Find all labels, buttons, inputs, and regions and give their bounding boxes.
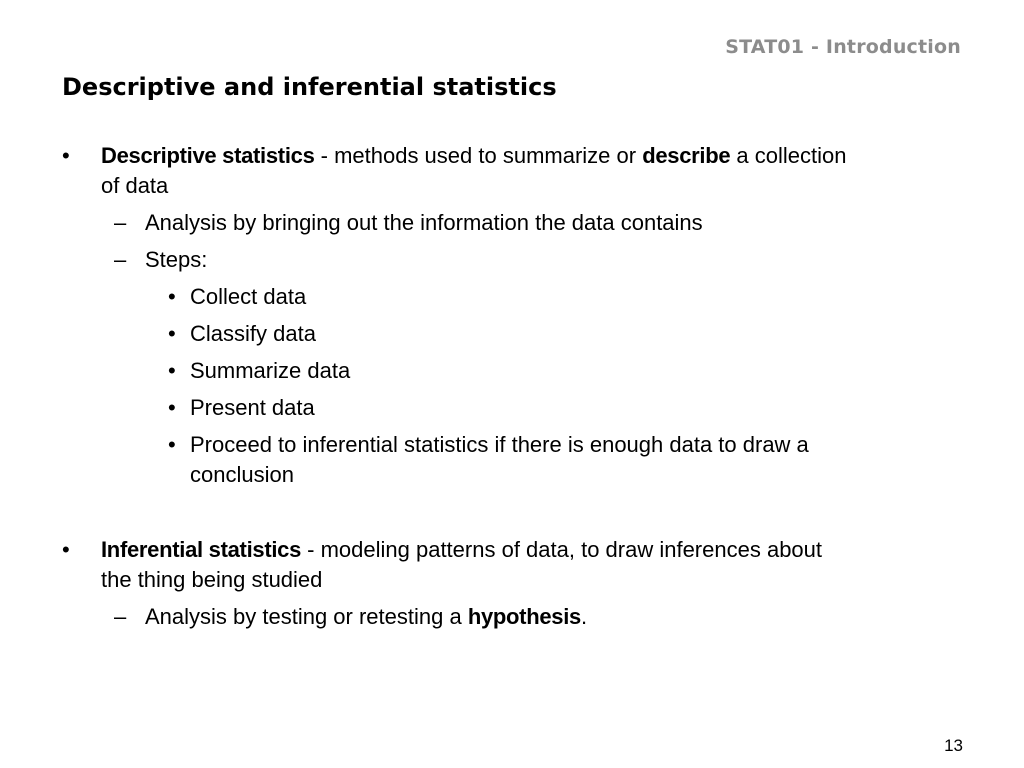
bullet-inferential (101, 535, 822, 565)
dash-marker: – (114, 247, 127, 272)
step-marker: • (168, 395, 176, 420)
sub-item-text: Analysis by testing or retesting a (145, 604, 468, 629)
bullet-marker: • (62, 143, 70, 168)
step-marker: • (168, 284, 176, 309)
step-marker: • (168, 321, 176, 346)
sub-item: Steps: (145, 247, 208, 272)
dash-marker: – (114, 210, 127, 235)
term-descriptive-statistics: Descriptive statistics (101, 143, 315, 168)
bullet-descriptive (101, 141, 846, 171)
bullet-continuation: of data (101, 173, 169, 198)
bullet-marker: • (62, 537, 70, 562)
step-item: Present data (190, 395, 315, 420)
sub-item (145, 602, 587, 632)
slide-title: Descriptive and inferential statistics (62, 73, 557, 101)
sub-item-text: . (580, 604, 588, 629)
sub-item: Analysis by bringing out the information the data contains (145, 210, 703, 235)
step-marker: • (168, 432, 176, 457)
step-item: Proceed to inferential statistics if there is enough data to draw a (190, 432, 809, 457)
step-item: Collect data (190, 284, 307, 309)
bullet-text: - methods used to summarize or (314, 143, 643, 168)
course-header: STAT01 - Introduction (725, 36, 961, 58)
step-item: Summarize data (190, 358, 351, 383)
emphasis-describe: describe (642, 143, 731, 168)
bullet-text: a collection (730, 143, 847, 168)
term-inferential-statistics: Inferential statistics (101, 537, 302, 562)
bullet-continuation: the thing being studied (101, 567, 323, 592)
bullet-text: - modeling patterns of data, to draw inferences about (301, 537, 823, 562)
step-marker: • (168, 358, 176, 383)
emphasis-hypothesis: hypothesis (467, 604, 581, 629)
step-continuation: conclusion (190, 462, 294, 487)
page-number: 13 (944, 736, 963, 755)
dash-marker: – (114, 604, 127, 629)
step-item: Classify data (190, 321, 316, 346)
